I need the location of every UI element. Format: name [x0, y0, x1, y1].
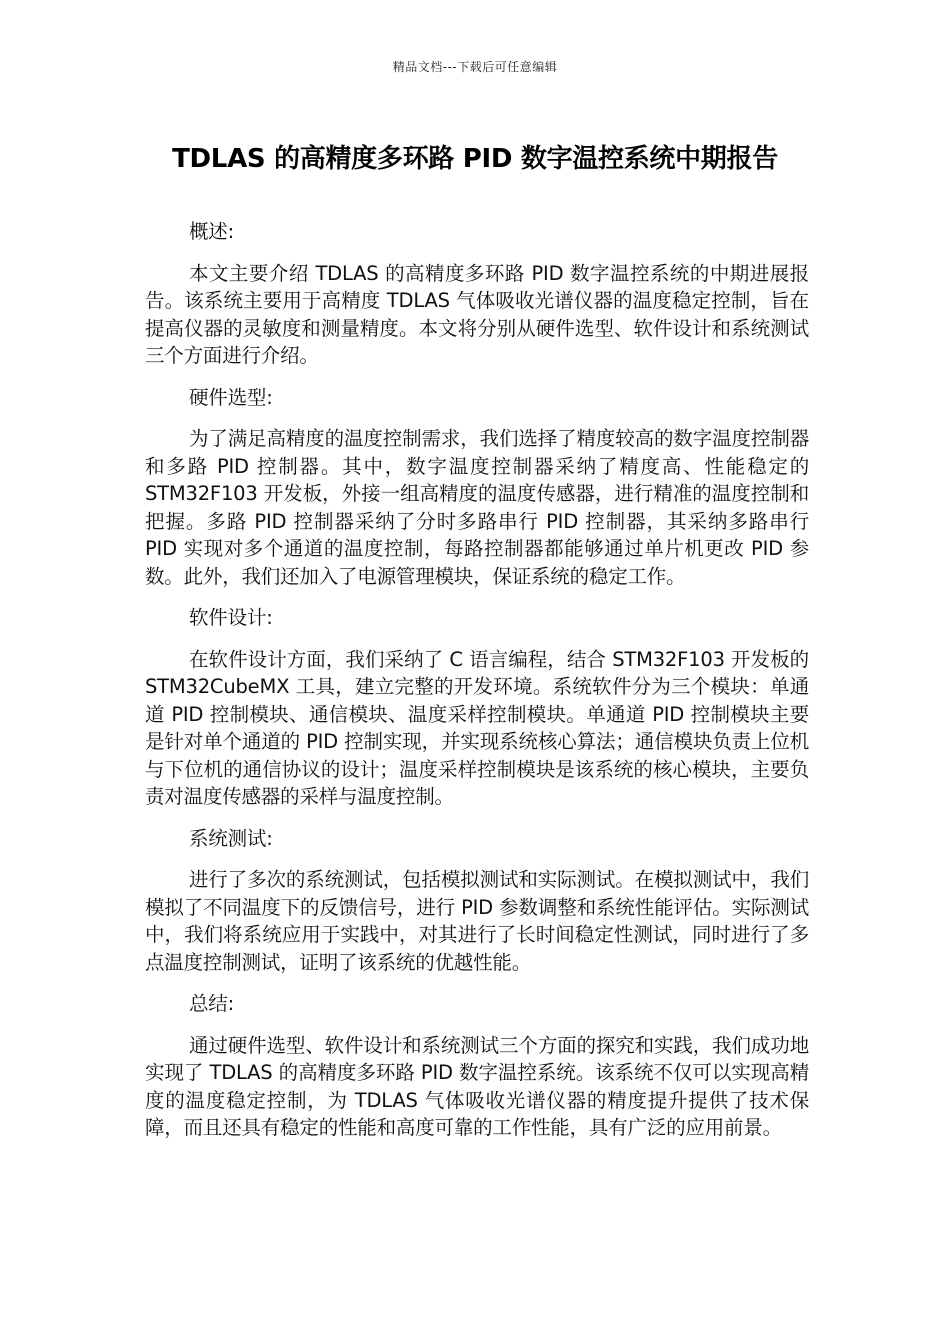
section-heading: 硬件选型: — [189, 385, 273, 409]
section-heading: 概述: — [189, 220, 234, 243]
document-body — [145, 218, 809, 1156]
section-paragraph: 在软件设计方面，我们采纳了 C 语言编程，结合 STM32F103 开发板的 STM32CubeMX 工具，建立完整的开发环境。系统软件分为三个模块：单通道 PID 控制模块、通信模块、温度采样控制模块。单通道 PID 控制模块主要是针对单个通道的 PID 控制实现，并实现系统核心算法；通信模块负责上位机与下位机的通信协议的设计；温度采样控制模块是该系统的核心模块，主要负责对温度传感器的采样与温度控制。 — [145, 647, 809, 808]
section-summary — [145, 990, 809, 1142]
section-heading: 软件设计: — [189, 606, 273, 629]
section-heading: 总结: — [189, 992, 234, 1015]
section-paragraph: 本文主要介绍 TDLAS 的高精度多环路 PID 数字温控系统的中期进展报告。该系统主要用于高精度 TDLAS 气体吸收光谱仪器的温度稳定控制，旨在提高仪器的灵敏度和测量精度。本文将分别从硬件选型、软件设计和系统测试三个方面进行介绍。 — [145, 261, 809, 367]
section-software — [145, 604, 809, 811]
section-testing — [145, 825, 809, 977]
document-title: TDLAS 的高精度多环路 PID 数字温控系统中期报告 — [172, 144, 778, 174]
section-overview — [145, 218, 809, 370]
page-header: 精品文档---下载后可任意编辑 — [392, 60, 558, 74]
section-paragraph: 进行了多次的系统测试，包括模拟测试和实际测试。在模拟测试中，我们模拟了不同温度下的反馈信号，进行 PID 参数调整和系统性能评估。实际测试中，我们将系统应用于实践中，对其进行了长时间稳定性测试，同时进行了多点温度控制测试，证明了该系统的优越性能。 — [145, 868, 809, 974]
section-paragraph: 通过硬件选型、软件设计和系统测试三个方面的探究和实践，我们成功地实现了 TDLAS 的高精度多环路 PID 数字温控系统。该系统不仅可以实现高精度的温度稳定控制，为 TDLAS 气体吸收光谱仪器的精度提升提供了技术保障，而且还具有稳定的性能和高度可靠的工作性能，具有广泛的应用前景。 — [145, 1033, 809, 1139]
section-heading: 系统测试: — [189, 826, 273, 850]
section-paragraph: 为了满足高精度的温度控制需求，我们选择了精度较高的数字温度控制器和多路 PID 控制器。其中，数字温度控制器采纳了精度高、性能稳定的 STM32F103 开发板，外接一组高精度的温度传感器，进行精准的温度控制和把握。多路 PID 控制器采纳了分时多路串行 PID 控制器，其采纳多路串行 PID 实现对多个通道的温度控制，每路控制器都能够通过单片机更改 PID 参数。此外，我们还加入了电源管理模块，保证系统的稳定工作。 — [145, 427, 809, 588]
section-hardware — [145, 384, 809, 591]
